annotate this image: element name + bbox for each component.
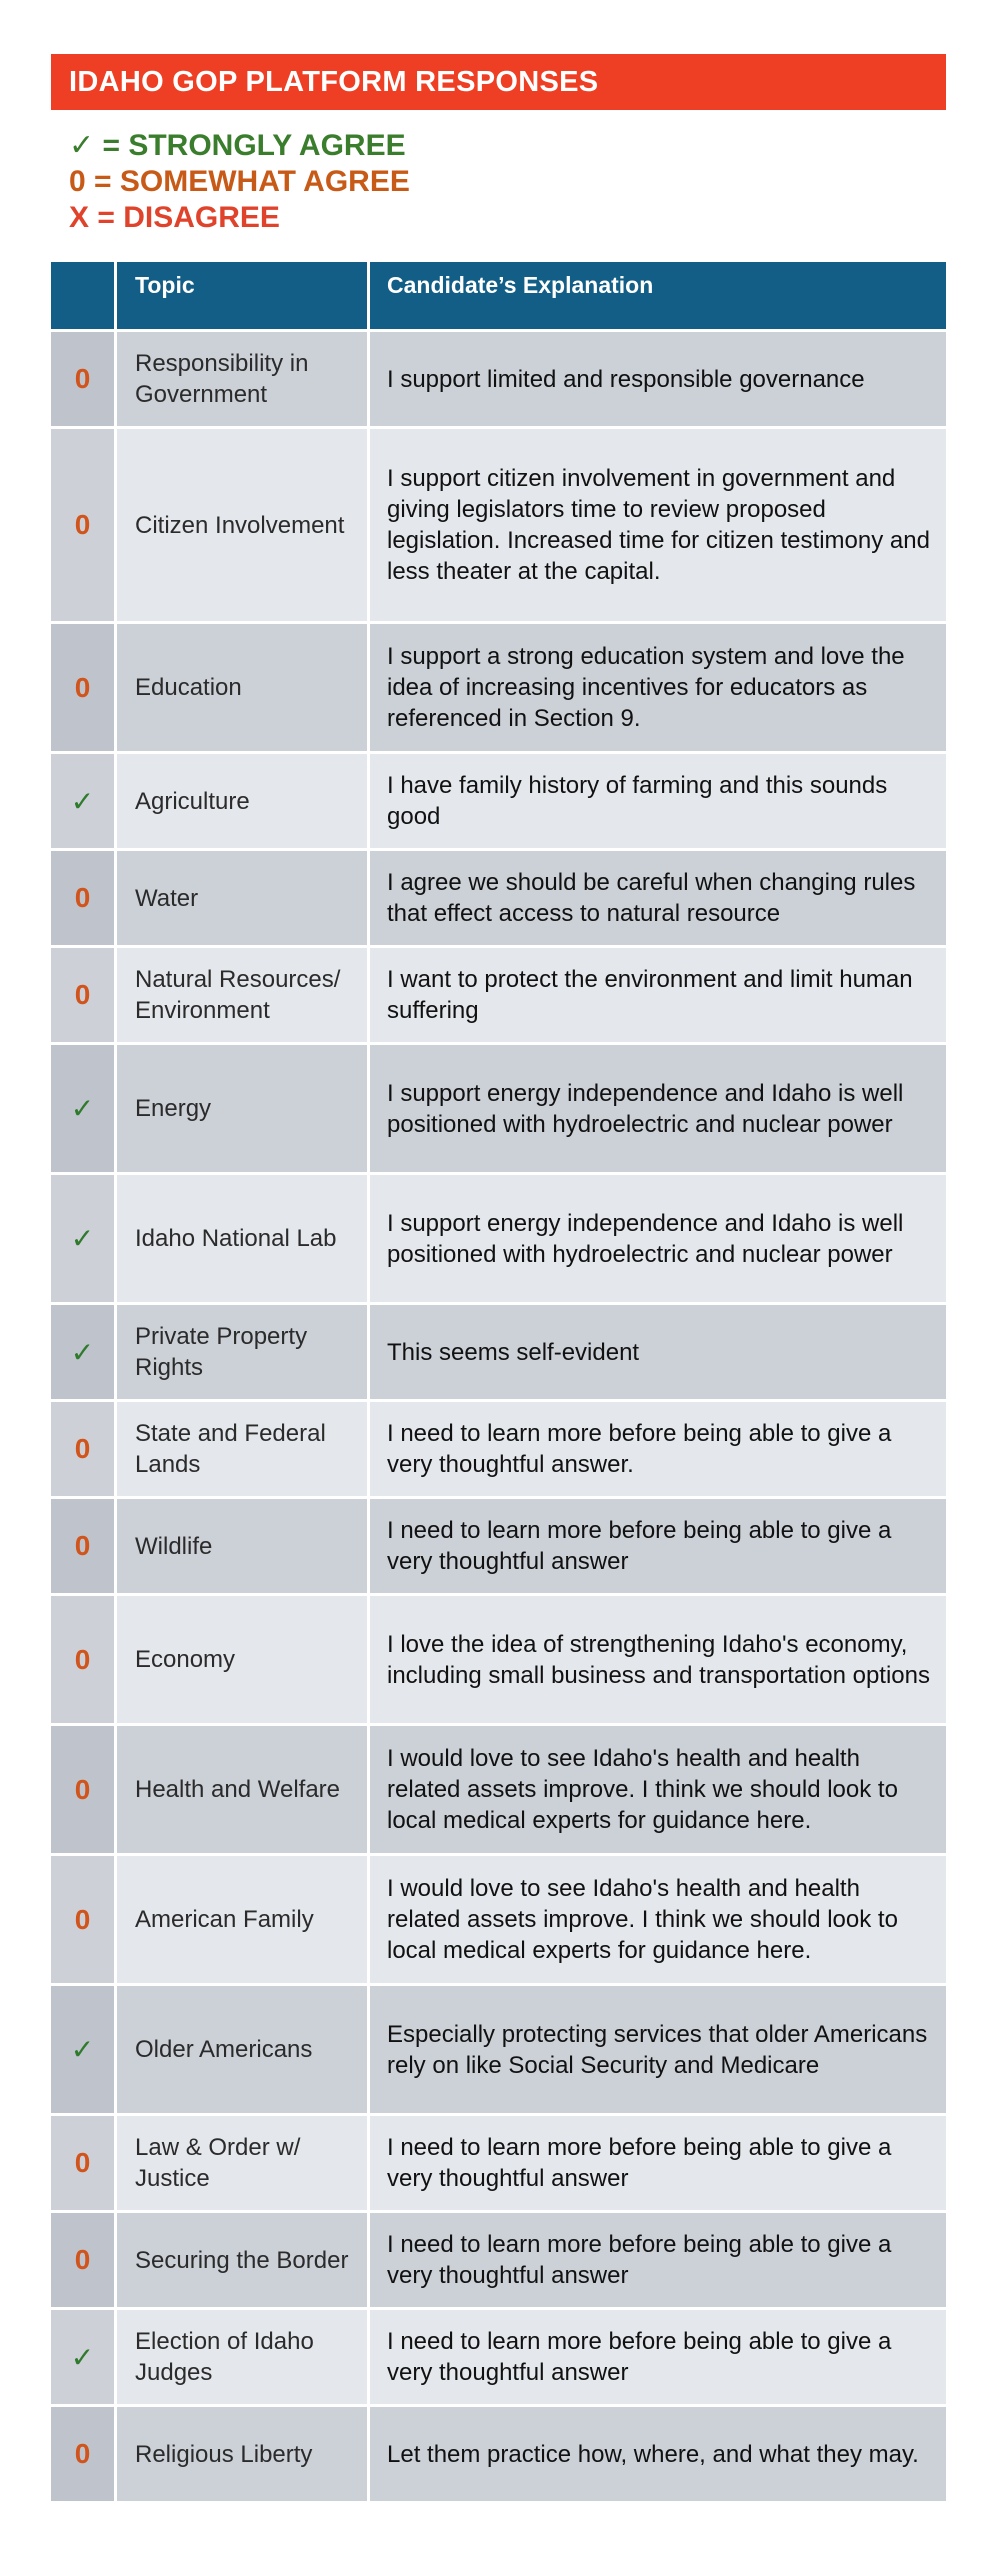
topic-cell (117, 332, 370, 426)
explanation-text: Let them practice how, where, and what they may. (387, 2440, 919, 2468)
explanation-text: I need to learn more before being able to give a very thoughtful answer (387, 1517, 892, 1575)
zero-mark: 0 (74, 1903, 91, 1935)
explanation-cell (370, 1596, 946, 1723)
explanation-text: I support energy independence and Idaho is well positioned with hydroelectric and nuclear power (387, 1079, 904, 1138)
explanation-cell (370, 851, 946, 945)
legend (69, 128, 410, 236)
explanation-text: I want to protect the environment and limit human suffering (387, 966, 913, 1024)
legend-disagree: X = DISAGREE (69, 201, 280, 234)
explanation-text: I need to learn more before being able to give a very thoughtful answer (387, 2134, 892, 2192)
header-topic: Topic (135, 272, 195, 298)
explanation-cell (370, 1726, 946, 1853)
topic-cell (117, 624, 370, 751)
mark-cell (51, 754, 117, 848)
topic-cell (117, 1596, 370, 1723)
topic-cell (117, 2213, 370, 2307)
table-header (51, 262, 946, 332)
table-row (51, 1986, 946, 2116)
explanation-cell (370, 332, 946, 426)
topic-cell (117, 1045, 370, 1172)
mark-cell (51, 1856, 117, 1983)
check-mark-icon: ✓ (70, 1223, 95, 1254)
explanation-text: I need to learn more before being able to give a very thoughtful answer (387, 2231, 892, 2289)
topic-cell (117, 1402, 370, 1496)
table-row (51, 2213, 946, 2310)
explanation-cell (370, 754, 946, 848)
table-row (51, 2310, 946, 2407)
explanation-cell (370, 948, 946, 1042)
zero-mark: 0 (74, 979, 91, 1010)
explanation-cell (370, 1045, 946, 1172)
table-row (51, 754, 946, 851)
topic-label: Water (135, 884, 199, 912)
explanation-cell (370, 624, 946, 751)
table-row (51, 2116, 946, 2213)
explanation-cell (370, 1856, 946, 1983)
topic-cell (117, 1499, 370, 1593)
explanation-text: I agree we should be careful when changing rules that effect access to natural resource (387, 869, 916, 927)
zero-mark: 0 (74, 1530, 91, 1561)
legend-strongly-agree: ✓ = STRONGLY AGREE (69, 129, 406, 162)
topic-label: Idaho National Lab (135, 1225, 337, 1252)
header-explanation: Candidate’s Explanation (387, 272, 654, 298)
mark-cell (51, 624, 117, 751)
table-row (51, 332, 946, 429)
zero-mark: 0 (74, 363, 91, 394)
topic-cell (117, 1856, 370, 1983)
table-row (51, 1175, 946, 1305)
explanation-text: I support a strong education system and love the idea of increasing incentives for educators as referenced in Section 9. (387, 643, 905, 732)
table-body (51, 332, 946, 2504)
title-bar (51, 54, 946, 110)
explanation-cell (370, 1175, 946, 1302)
table-row (51, 2407, 946, 2504)
check-mark-icon: ✓ (70, 1336, 95, 1368)
topic-cell (117, 948, 370, 1042)
topic-label: Securing the Border (135, 2246, 349, 2274)
topic-label: Health and Welfare (135, 1776, 341, 1803)
explanation-cell (370, 429, 946, 621)
zero-mark: 0 (74, 1433, 91, 1464)
topic-label: Wildlife (135, 1532, 213, 1560)
explanation-cell (370, 1305, 946, 1399)
table-row (51, 1596, 946, 1726)
explanation-text: I love the idea of strengthening Idaho's economy, including small business and transportation options (387, 1630, 930, 1689)
explanation-cell (370, 1986, 946, 2113)
zero-mark: 0 (74, 2244, 91, 2275)
mark-cell (51, 1726, 117, 1853)
check-mark-icon: ✓ (70, 785, 95, 817)
legend-somewhat-agree: 0 = SOMEWHAT AGREE (69, 165, 410, 198)
mark-cell (51, 1045, 117, 1172)
topic-cell (117, 429, 370, 621)
table-row (51, 948, 946, 1045)
explanation-text: I would love to see Idaho's health and health related assets improve. I think we should look to local medical experts for guidance here. (387, 1875, 898, 1964)
topic-label: Law & Order w/ Justice (135, 2134, 301, 2192)
table-row (51, 429, 946, 624)
topic-label: Election of Idaho Judges (135, 2328, 314, 2386)
mark-cell (51, 851, 117, 945)
zero-mark: 0 (74, 671, 91, 703)
explanation-text: I have family history of farming and this sounds good (387, 772, 888, 830)
topic-label: Agriculture (135, 787, 250, 815)
responses-table (51, 262, 946, 2504)
explanation-text: I need to learn more before being able to give a very thoughtful answer. (387, 1420, 892, 1478)
explanation-cell (370, 2407, 946, 2501)
topic-cell (117, 1726, 370, 1853)
explanation-text: I support energy independence and Idaho is well positioned with hydroelectric and nuclear power (387, 1209, 904, 1268)
zero-mark: 0 (74, 2147, 91, 2178)
mark-cell (51, 2407, 117, 2501)
topic-cell (117, 2407, 370, 2501)
mark-cell (51, 1596, 117, 1723)
topic-cell (117, 754, 370, 848)
table-row (51, 1499, 946, 1596)
topic-cell (117, 2310, 370, 2404)
explanation-text: I support citizen involvement in government and giving legislators time to review proposed legislation. Increased time for citizen testimony and less theater at the capital. (387, 465, 930, 585)
explanation-text: I need to learn more before being able to give a very thoughtful answer (387, 2328, 892, 2386)
topic-label: Economy (135, 1646, 236, 1673)
zero-mark: 0 (74, 2438, 91, 2469)
check-mark-icon: ✓ (70, 1093, 95, 1124)
table-row (51, 1402, 946, 1499)
topic-cell (117, 1305, 370, 1399)
zero-mark: 0 (74, 509, 91, 540)
table-row (51, 624, 946, 754)
topic-cell (117, 1986, 370, 2113)
topic-label: Citizen Involvement (135, 511, 345, 539)
topic-label: Private Property Rights (135, 1323, 308, 1381)
topic-cell (117, 2116, 370, 2210)
explanation-cell (370, 2116, 946, 2210)
table-row (51, 851, 946, 948)
page-title: IDAHO GOP PLATFORM RESPONSES (69, 65, 599, 98)
explanation-text: I support limited and responsible governance (387, 365, 865, 393)
check-mark-icon: ✓ (70, 2034, 95, 2065)
topic-label: Education (135, 674, 242, 701)
mark-cell (51, 948, 117, 1042)
zero-mark: 0 (74, 1643, 91, 1675)
check-mark-icon: ✓ (70, 2341, 95, 2373)
topic-label: Energy (135, 1095, 212, 1122)
topic-label: Natural Resources/ Environment (135, 966, 341, 1024)
table-row (51, 1856, 946, 1986)
explanation-cell (370, 2310, 946, 2404)
mark-cell (51, 1402, 117, 1496)
explanation-text: I would love to see Idaho's health and health related assets improve. I think we should look to local medical experts for guidance here. (387, 1745, 898, 1834)
mark-cell (51, 1305, 117, 1399)
header-explanation-cell (370, 262, 946, 329)
topic-label: State and Federal Lands (135, 1420, 326, 1478)
mark-cell (51, 2116, 117, 2210)
header-mark-cell (51, 262, 117, 329)
table-row (51, 1726, 946, 1856)
mark-cell (51, 332, 117, 426)
explanation-text: This seems self-evident (387, 1338, 640, 1366)
zero-mark: 0 (74, 882, 91, 913)
mark-cell (51, 1175, 117, 1302)
table-row (51, 1045, 946, 1175)
mark-cell (51, 1986, 117, 2113)
zero-mark: 0 (74, 1773, 91, 1805)
mark-cell (51, 429, 117, 621)
mark-cell (51, 2310, 117, 2404)
topic-label: American Family (135, 1906, 314, 1933)
explanation-text: Especially protecting services that older Americans rely on like Social Security and Medicare (387, 2020, 928, 2079)
topic-cell (117, 1175, 370, 1302)
explanation-cell (370, 1499, 946, 1593)
explanation-cell (370, 1402, 946, 1496)
mark-cell (51, 1499, 117, 1593)
topic-cell (117, 851, 370, 945)
explanation-cell (370, 2213, 946, 2307)
topic-label: Responsibility in Government (135, 350, 309, 408)
topic-label: Religious Liberty (135, 2440, 313, 2468)
header-topic-cell (117, 262, 370, 329)
topic-label: Older Americans (135, 2036, 313, 2063)
table-row (51, 1305, 946, 1402)
mark-cell (51, 2213, 117, 2307)
